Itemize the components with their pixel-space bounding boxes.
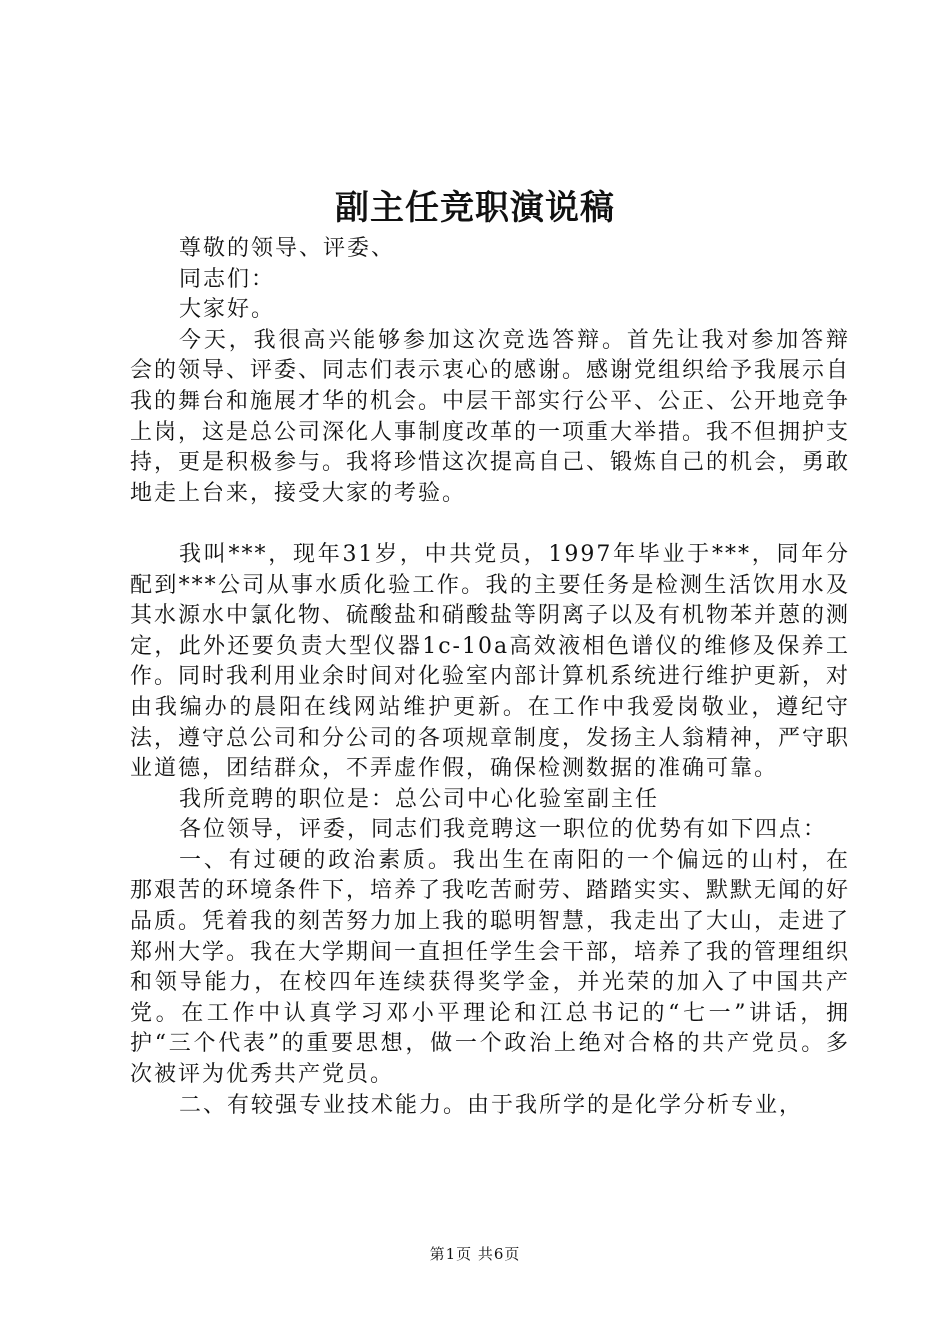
paragraph-advantages-intro: 各位领导，评委，同志们我竞聘这一职位的优势有如下四点： xyxy=(179,817,828,843)
document-body xyxy=(130,234,850,1121)
page-number-footer: 第1页 共6页 xyxy=(429,1245,521,1263)
document-title: 副主任竞职演说稿 xyxy=(335,188,615,228)
paragraph-advantage-1: 一、有过硬的政治素质。我出生在南阳的一个偏远的山村，在那艰苦的环境条件下，培养了我吃苦耐劳、踏踏实实、默默无闻的好品质。凭着我的刻苦努力加上我的聪明智慧，我走出了大山，走进了郑州大学。我在大学期间一直担任学生会干部，培养了我的管理组织和领导能力，在校四年连续获得奖学金，并光荣的加入了中国共产党。在工作中认真学习邓小平理论和江总书记的“七一”讲话，拥护“三个代表”的重要思想，做一个政治上绝对合格的共产党员。多次被评为优秀共产党员。 xyxy=(130,847,851,1088)
salutation-line-2: 同志们： xyxy=(179,266,276,292)
salutation-line-1: 尊敬的领导、评委、 xyxy=(179,236,396,261)
paragraph-advantage-2: 二、有较强专业技术能力。由于我所学的是化学分析专业， xyxy=(179,1092,804,1118)
paragraph-opening: 今天，我很高兴能够参加这次竞选答辩。首先让我对参加答辩会的领导、评委、同志们表示衷心的感谢。感谢党组织给予我展示自我的舞台和施展才华的机会。中层干部实行公平、公正、公开地竞争上岗，这是总公司深化人事制度改革的一项重大举措。我不但拥护支持，更是积极参与。我将珍惜这次提高自己、锻炼自己的机会，勇敢地走上台来，接受大家的考验。 xyxy=(130,327,851,506)
paragraph-self-introduction: 我叫***，现年31岁，中共党员，1997年毕业于***，同年分配到***公司从事水质化验工作。我的主要任务是检测生活饮用水及其水源水中氯化物、硫酸盐和硝酸盐等阴离子以及有机物苯并蒽的测定，此外还要负责大型仪器1c-10a高效液相色谱仪的维修及保养工作。同时我利用业余时间对化验室内部计算机系统进行维护更新，对由我编办的晨阳在线网站维护更新。在工作中我爱岗敬业，遵纪守法，遵守总公司和分公司的各项规章制度，发扬主人翁精神，严守职业道德，团结群众，不弄虚作假，确保检测数据的准确可靠。 xyxy=(130,541,851,782)
paragraph-spacer xyxy=(130,509,850,540)
greeting-line: 大家好。 xyxy=(179,297,276,323)
paragraph-position: 我所竞聘的职位是：总公司中心化验室副主任 xyxy=(179,786,660,812)
